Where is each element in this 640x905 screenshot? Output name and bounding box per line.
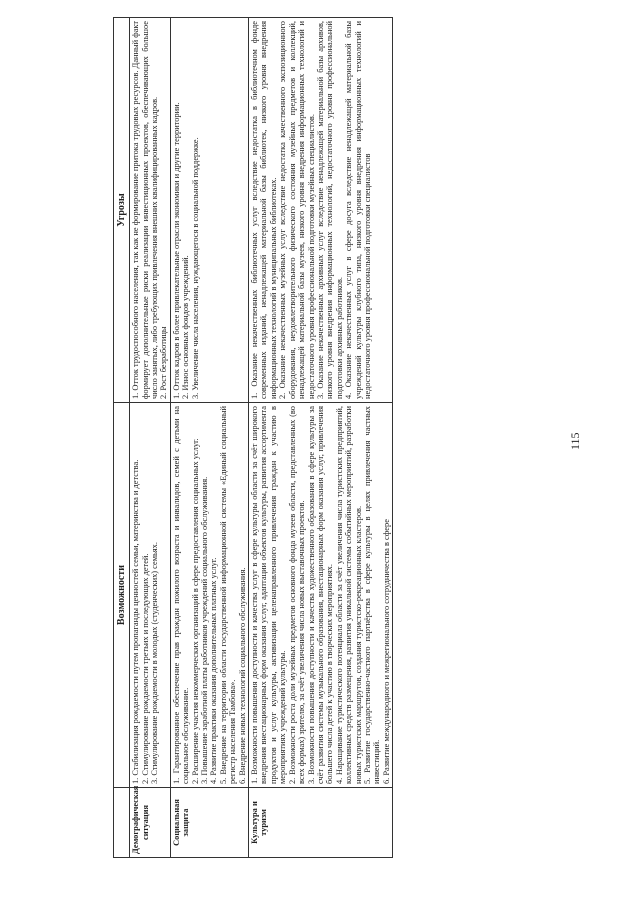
- threats-cell: [170, 18, 248, 403]
- threat-item: 2. Износ основных фондов учреждений.: [181, 255, 191, 399]
- opportunity-item: 1. Стабилизация рождаемости путем пропаганды ценностей семьи, материнства и детства.: [131, 459, 141, 784]
- threat-item: 2. Оказание некачественных музейных услуг вследствие недостатка качественного экспозиционного оборудования, неудовлетворительного физического состояния музейных предметов и коллекций, ненадлежащей материальной базы музеев, низкого уровня внедрения информационных технологий и недостаточного уровня профессиональной подготовки музейных специалистов.: [278, 21, 316, 399]
- rotated-table-container: [113, 18, 563, 858]
- opportunity-item: 4. Наращивание туристического потенциала области за счёт увеличения числа туристских предприятий, коллективных средств размещения, развития уникальной системы событийных мероприятий, разработки новых туристских маршрутов, создания туристско-рекреационных кластеров.: [334, 406, 363, 784]
- row-category: Социальная защита: [170, 788, 248, 858]
- header-category: [114, 788, 130, 858]
- opportunity-item: 6. Развитие международного и межрегионального сотрудничества в сфере: [381, 519, 391, 784]
- table-body: [130, 18, 393, 858]
- page-number: 115: [568, 432, 582, 450]
- row-category: Культура и туризм: [249, 788, 393, 858]
- header-opportunities: Возможности: [114, 403, 130, 788]
- opportunity-item: 5. Развитие государственно-частного партнёрства в сфере культуры в целях привлечения частных инвестиций.: [362, 406, 382, 784]
- threat-item: 2. Рост безработицы: [159, 326, 169, 399]
- opportunities-cell: [130, 403, 171, 788]
- threat-item: 1. Отток трудоспособного населения, так как не формирование притока трудовых ресурсов. Данный факт формирует дополнительные риски реализации инвестиционных проектов, обеспечивающих большое число занятых, либо требующих привлечения внешних квалифицированных кадров.: [131, 21, 159, 399]
- table-row: [170, 18, 248, 858]
- threat-item: 3. Оказание некачественных архивных услуг вследствие ненадлежащей материальной базы архивов, низкого уровня внедрения информационных технологий, недостаточного уровня профессиональной подготовки архивных работников.: [315, 21, 344, 399]
- opportunity-item: 3. Стимулирование рождаемости в молодых (студенческих) семьях.: [150, 542, 159, 784]
- threat-item: 1. Оказание некачественных библиотечных услуг вследствие недостатка в библиотечном фонде современных изданий, ненадлежащей материальной базы библиотек, низкого уровня внедрения информационных технологий в муниципальных библиотеках.: [250, 21, 278, 399]
- threats-cell: [249, 18, 393, 403]
- threats-cell: [130, 18, 171, 403]
- opportunity-item: 6. Внедрение новых технологий социального обслуживания.: [237, 567, 247, 784]
- header-threats: Угрозы: [114, 18, 130, 403]
- table-row: [130, 18, 171, 858]
- threat-item: 1. Отток кадров в более привлекательные отрасли экономики и другие территории.: [171, 102, 181, 399]
- opportunity-item: 5. Внедрение на территории области государственной информационной системы «Единый социальный регистр населения Тамбова».: [218, 406, 238, 784]
- table-row: [249, 18, 393, 858]
- opportunity-item: 4. Развитие практики оказания дополнительных платных услуг.: [209, 557, 219, 784]
- opportunity-item: 2. Расширение участия некоммерческих организаций в сфере предоставления социальных услуг.: [190, 438, 200, 784]
- opportunity-item: 2. Возможности роста доли музейных предметов основного фонда музеев области, представленных (во всех формах) зрителю, за счёт увеличения числа новых выставочных проектов.: [287, 406, 307, 784]
- opportunity-item: 3. Повышение заработной платы работников учреждений социального обслуживания.: [200, 476, 210, 784]
- opportunity-item: 1. Гарантированное обеспечение прав граждан пожилого возраста и инвалидов, семей с детьми на социальное обслуживание.: [171, 406, 191, 784]
- table-header-row: [114, 18, 130, 858]
- opportunities-cell: [249, 403, 393, 788]
- opportunity-item: 3. Возможности повышения доступности и качества художественного образования в сфере культуры за счёт развития системы музыкального образования, внестационарных форм оказания услуг, привлечения большего числа детей к участию в творческих мероприятиях.: [306, 406, 335, 784]
- threat-item: 3. Увеличение числа населения, нуждающегося в социальной поддержке.: [190, 137, 200, 399]
- opportunities-cell: [170, 403, 248, 788]
- swot-table: [113, 17, 393, 858]
- row-category: Демографическая ситуация: [130, 788, 171, 858]
- threat-item: 4. Оказание некачественных услуг в сфере досуга вследствие ненадлежащей материальной базы учреждений культуры клубного типа, низкого уровня внедрения информационных технологий и недостаточного уровня профессиональной подготовки специалистов: [344, 21, 372, 399]
- opportunity-item: 1. Возможности повышения доступности и качества услуг в сфере культуры области за счёт широкого внедрения внестационарных форм оказания услуг, адаптации объектов культуры, развития ассортимента продуктов и услуг культуры, активизации целенаправленного привлечения граждан к участию в мероприятиях учреждений культуры.: [250, 406, 288, 784]
- opportunity-item: 2. Стимулирование рождаемости третьих и последующих детей.: [140, 553, 150, 784]
